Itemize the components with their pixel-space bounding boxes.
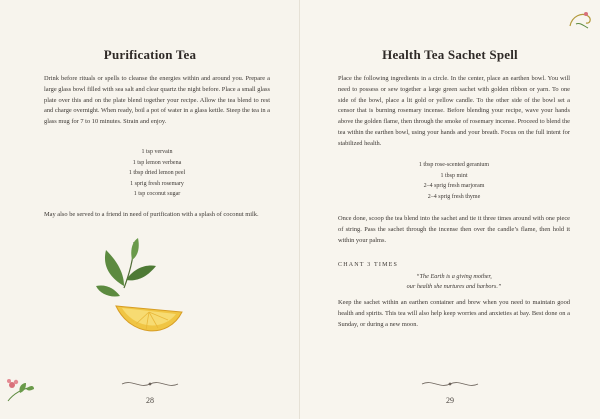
intro-paragraph: Place the following ingredients in a circle. In the center, place an earthen bowl. You will need to possess or sew together a large green sachet with golden ribbon or yarn. To one side of the bowl, place a lit gold or yellow candle. To the other side of the bowl set a censor that is burning rosemary incense. Before blending your recipe, wave your hands above the golden flame, then through the smoke of rosemary incense. Proceed to blend the tea within the earthen bowl, using your hands and your breath. Focus on the full intent for stabilized health.	[338, 75, 570, 147]
ingredient-item: 1 tsp coconut sugar	[133, 191, 181, 198]
outro-paragraph: May also be served to a friend in need of purification with a splash of coconut milk.	[44, 211, 259, 218]
chant-heading: CHANT 3 TIMES	[338, 262, 399, 268]
ingredient-item: 2–4 sprig fresh thyme	[427, 193, 481, 200]
page-title: Health Tea Sachet Spell	[382, 47, 518, 62]
closing-paragraph: Keep the sachet within an earthen container and brew when you need to maintain good health and spirits. This tea will also help keep worries and anxieties at bay. Best done on a Sunday, or during a new moon.	[338, 299, 570, 328]
intro-paragraph: Drink before rituals or spells to cleanse the energies within and around you. Prepare a large glass bowl filled with sea salt and clear quartz the night before. Place a small glass plate over this and on the plate blend together your recipe. Allow the tea blend to rest and charge overnight. When ready, boil a pot of water in a glass kettle. Steep the tea in a glass mug for 7 to 10 minutes. Strain and enjoy.	[44, 75, 270, 126]
flourish-ornament	[120, 377, 180, 391]
ingredient-item: 1 tbsp mint	[440, 172, 468, 179]
ingredient-item: 1 tbsp dried lemon peel	[128, 170, 186, 177]
chant-text	[338, 272, 570, 291]
chant-line: our health she nurtures and harbors.”	[406, 282, 502, 290]
outro-paragraph: Once done, scoop the tea blend into the sachet and tie it three times around with one piece of string. Pass the sachet through the incense then over the candle’s flame, then hold it within your palms.	[338, 215, 570, 244]
ingredient-item: 1 tsp lemon verbena	[132, 159, 182, 166]
page-number: 29	[446, 396, 454, 405]
page-title: Purification Tea	[103, 47, 197, 62]
ingredient-item: 1 sprig fresh rosemary	[130, 180, 184, 187]
ingredient-list	[338, 160, 570, 202]
flower-sprig-icon	[2, 371, 36, 405]
chant-line: “The Earth is a giving mother,	[416, 273, 492, 280]
ingredient-item: 2–4 sprig fresh marjoram	[423, 183, 485, 190]
lemon-leaf-illustration	[90, 236, 186, 346]
ingredient-list	[44, 147, 270, 200]
ingredient-item: 1 tsp vervain	[141, 149, 173, 155]
page-number: 28	[146, 396, 154, 405]
right-page	[300, 0, 600, 419]
ingredient-item: 1 tbsp rose-scented geranium	[418, 162, 490, 168]
flourish-ornament	[420, 377, 480, 391]
swirl-ornament-icon	[566, 6, 596, 32]
